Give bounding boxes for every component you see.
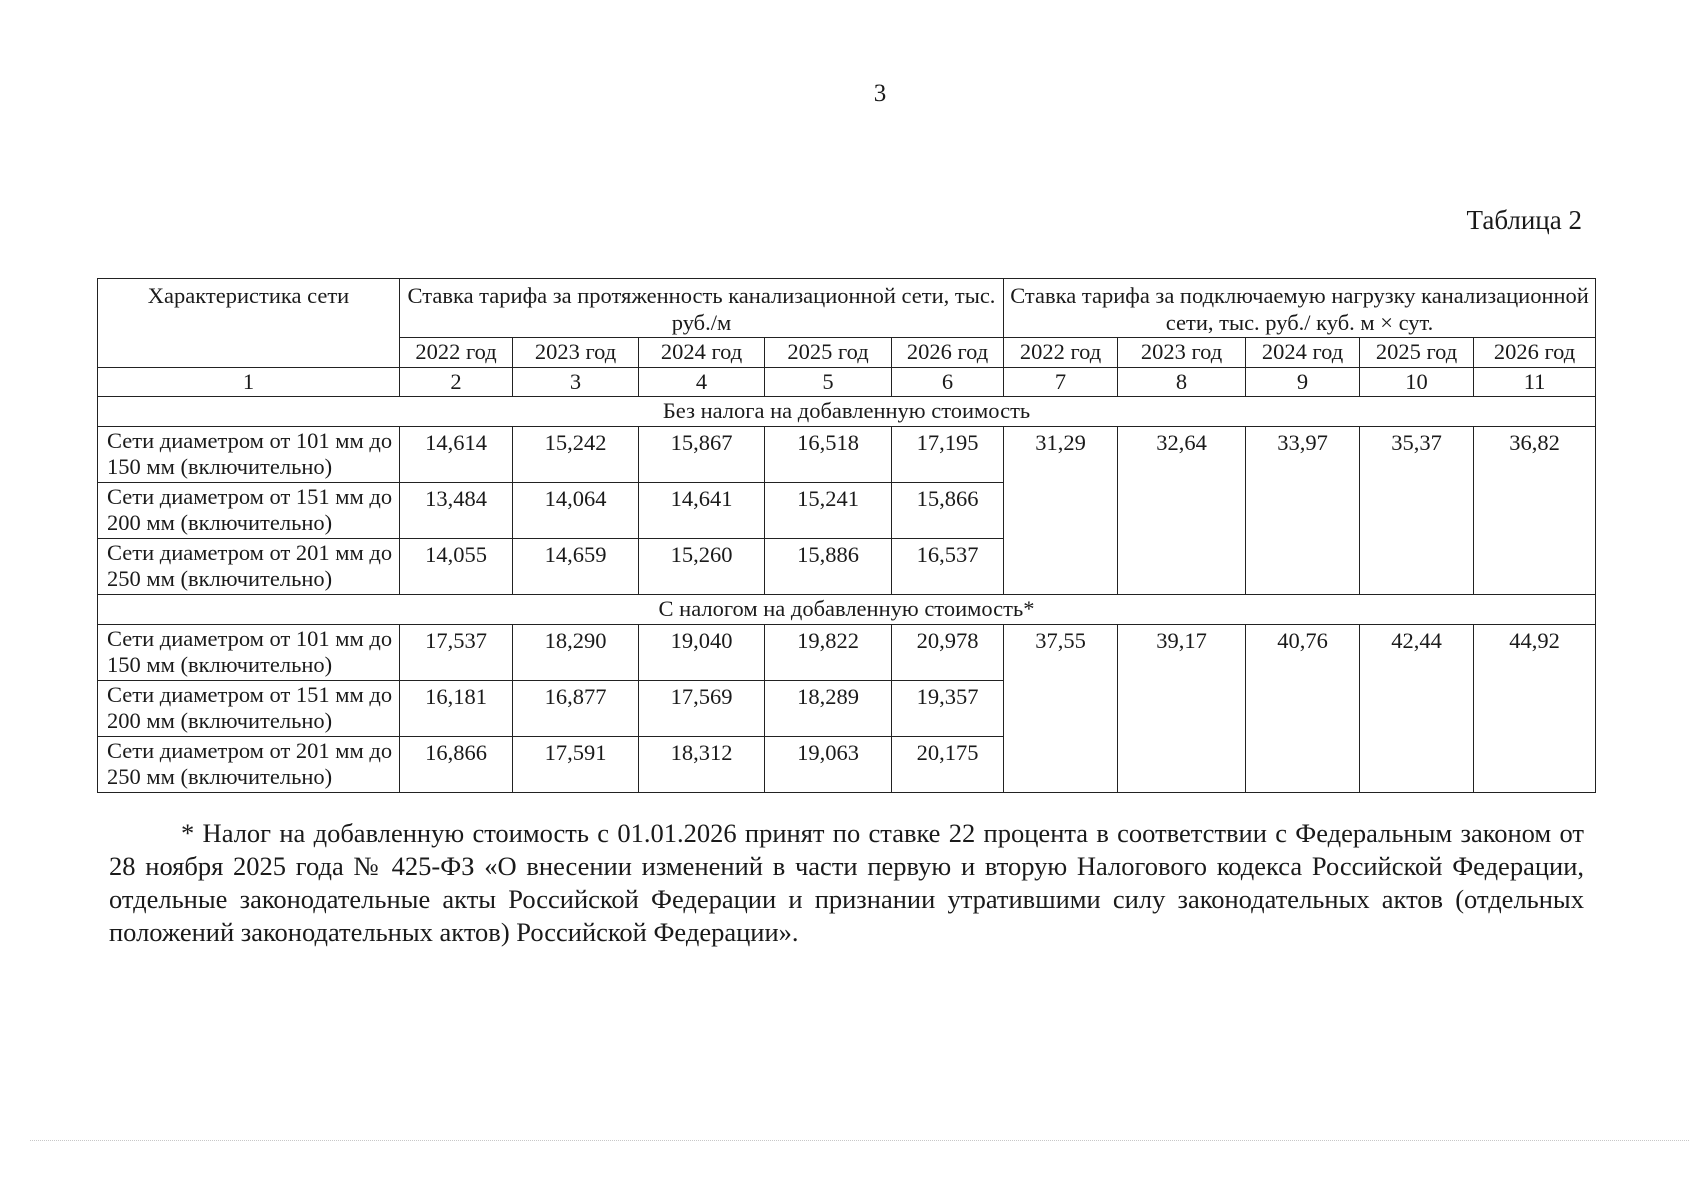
- length-rate-cell: 19,063: [765, 736, 892, 792]
- load-rate-cell: 35,37: [1360, 426, 1474, 594]
- length-rate-cell: 16,537: [892, 538, 1004, 594]
- section-row: [98, 397, 1596, 427]
- length-rate-cell: 14,064: [513, 482, 639, 538]
- section-row: [98, 595, 1596, 625]
- row-label: Сети диаметром от 101 мм до 150 мм (включительно): [98, 624, 400, 680]
- column-number: 4: [639, 367, 765, 397]
- length-rate-cell: 17,591: [513, 736, 639, 792]
- length-rate-cell: 15,866: [892, 482, 1004, 538]
- header-group-length: Ставка тарифа за протяженность канализационной сети, тыс. руб./м: [400, 279, 1004, 338]
- header-characteristic: Характеристика сети: [98, 279, 400, 368]
- column-number: 6: [892, 367, 1004, 397]
- column-number: 5: [765, 367, 892, 397]
- header-year-length: 2026 год: [892, 338, 1004, 368]
- header-year-load: 2024 год: [1246, 338, 1360, 368]
- length-rate-cell: 19,040: [639, 624, 765, 680]
- header-row-column-numbers: [98, 367, 1596, 397]
- footnote: [109, 817, 1584, 950]
- column-number: 10: [1360, 367, 1474, 397]
- header-year-load: 2026 год: [1474, 338, 1596, 368]
- length-rate-cell: 16,518: [765, 426, 892, 482]
- header-group-load: Ставка тарифа за подключаемую нагрузку канализационной сети, тыс. руб./ куб. м × сут.: [1004, 279, 1596, 338]
- header-year-length: 2022 год: [400, 338, 513, 368]
- length-rate-cell: 15,867: [639, 426, 765, 482]
- page-number: 3: [873, 80, 887, 107]
- length-rate-cell: 18,312: [639, 736, 765, 792]
- header-year-length: 2023 год: [513, 338, 639, 368]
- header-year-length: 2025 год: [765, 338, 892, 368]
- length-rate-cell: 18,289: [765, 680, 892, 736]
- column-number: 9: [1246, 367, 1360, 397]
- length-rate-cell: 15,260: [639, 538, 765, 594]
- load-rate-cell: 40,76: [1246, 624, 1360, 792]
- header-row-groups: [98, 279, 1596, 338]
- length-rate-cell: 14,659: [513, 538, 639, 594]
- length-rate-cell: 19,357: [892, 680, 1004, 736]
- length-rate-cell: 16,866: [400, 736, 513, 792]
- table-row: [98, 426, 1596, 482]
- length-rate-cell: 20,978: [892, 624, 1004, 680]
- column-number: 3: [513, 367, 639, 397]
- header-year-load: 2022 год: [1004, 338, 1118, 368]
- load-rate-cell: 33,97: [1246, 426, 1360, 594]
- footnote-text: * Налог на добавленную стоимость с 01.01.2026 принят по ставке 22 процента в соответствии с Федеральным законом от 28 ноября 2025 года № 425-ФЗ «О внесении изменений в части первую и вторую Налогового кодекса Российской Федерации, отдельные законодательные акты Российской Федерации и признании утратившими силу законодательных актов (отдельных положений законодательных актов) Российской Федерации».: [109, 818, 1584, 948]
- load-rate-cell: 36,82: [1474, 426, 1596, 594]
- length-rate-cell: 16,181: [400, 680, 513, 736]
- length-rate-cell: 14,641: [639, 482, 765, 538]
- load-rate-cell: 44,92: [1474, 624, 1596, 792]
- length-rate-cell: 17,537: [400, 624, 513, 680]
- row-label: Сети диаметром от 201 мм до 250 мм (включительно): [98, 538, 400, 594]
- column-number: 2: [400, 367, 513, 397]
- tariff-table: [97, 278, 1596, 793]
- load-rate-cell: 37,55: [1004, 624, 1118, 792]
- length-rate-cell: 14,055: [400, 538, 513, 594]
- row-label: Сети диаметром от 101 мм до 150 мм (включительно): [98, 426, 400, 482]
- length-rate-cell: 15,886: [765, 538, 892, 594]
- header-year-length: 2024 год: [639, 338, 765, 368]
- column-number: 1: [98, 367, 400, 397]
- row-label: Сети диаметром от 151 мм до 200 мм (включительно): [98, 482, 400, 538]
- load-rate-cell: 42,44: [1360, 624, 1474, 792]
- row-label: Сети диаметром от 201 мм до 250 мм (включительно): [98, 736, 400, 792]
- length-rate-cell: 18,290: [513, 624, 639, 680]
- length-rate-cell: 19,822: [765, 624, 892, 680]
- length-rate-cell: 17,195: [892, 426, 1004, 482]
- length-rate-cell: 16,877: [513, 680, 639, 736]
- length-rate-cell: 13,484: [400, 482, 513, 538]
- length-rate-cell: 20,175: [892, 736, 1004, 792]
- header-year-load: 2025 год: [1360, 338, 1474, 368]
- length-rate-cell: 17,569: [639, 680, 765, 736]
- length-rate-cell: 15,242: [513, 426, 639, 482]
- header-year-load: 2023 год: [1118, 338, 1246, 368]
- column-number: 7: [1004, 367, 1118, 397]
- length-rate-cell: 15,241: [765, 482, 892, 538]
- length-rate-cell: 14,614: [400, 426, 513, 482]
- section-title-with-vat: С налогом на добавленную стоимость*: [98, 595, 1596, 625]
- scan-edge-line: [30, 1140, 1689, 1141]
- row-label: Сети диаметром от 151 мм до 200 мм (включительно): [98, 680, 400, 736]
- table-caption: Таблица 2: [1466, 205, 1582, 235]
- load-rate-cell: 31,29: [1004, 426, 1118, 594]
- column-number: 8: [1118, 367, 1246, 397]
- load-rate-cell: 39,17: [1118, 624, 1246, 792]
- table-row: [98, 624, 1596, 680]
- load-rate-cell: 32,64: [1118, 426, 1246, 594]
- section-title-without-vat: Без налога на добавленную стоимость: [98, 397, 1596, 427]
- column-number: 11: [1474, 367, 1596, 397]
